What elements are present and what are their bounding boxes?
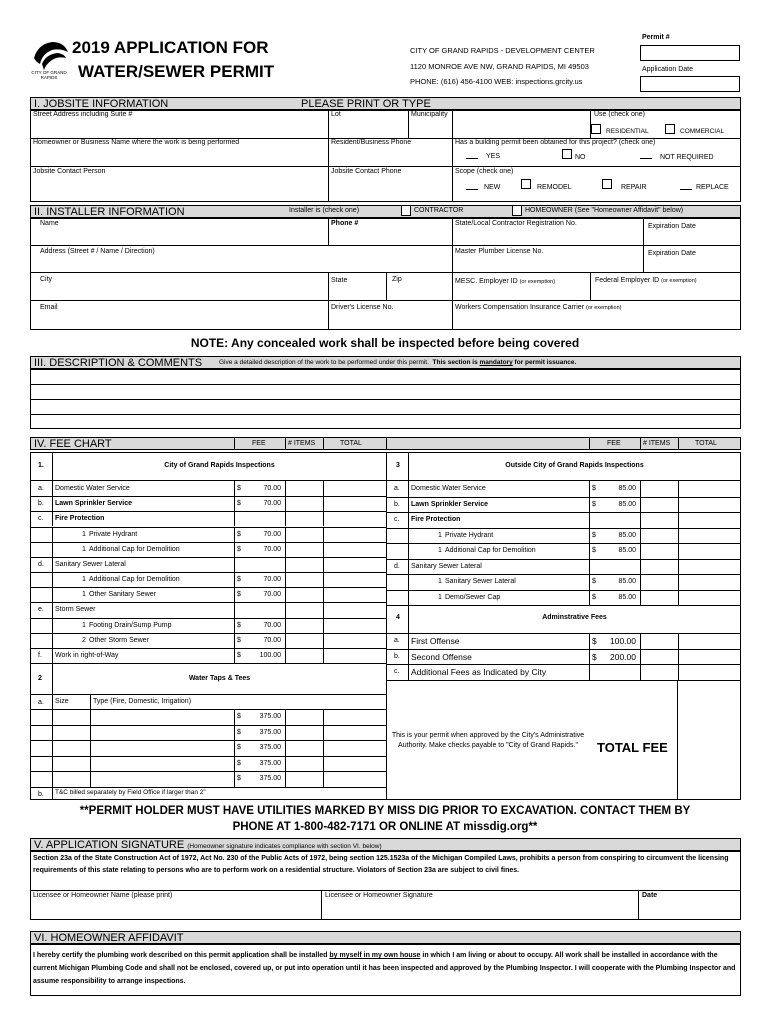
section1-number: 1. (38, 462, 44, 469)
outside-fee-row-key: b. (394, 500, 400, 508)
admin-row-dollar: $ (592, 636, 597, 646)
city-fee-row-label: Domestic Water Service (55, 485, 130, 492)
water-taps-heading: Water Taps & Tees (188, 675, 251, 682)
admin-row-label: Second Offense (411, 651, 472, 662)
mandatory-note: This section is mandatory for permit issuance. (432, 359, 577, 366)
outside-fee-row-items-input[interactable] (641, 591, 677, 605)
city-fee-row-total-input[interactable] (324, 649, 386, 662)
section4-number: 4 (396, 614, 400, 621)
mesc-employer-label (455, 278, 555, 286)
zip-input[interactable] (387, 285, 451, 299)
city-development-center: CITY OF GRAND RAPIDS - DEVELOPMENT CENTER (410, 46, 595, 55)
homeowner-business-label: Homeowner or Business Name where the work is being performed (33, 139, 240, 146)
description-instructions-text: Give a detailed description of the work to be performed under this permit. (219, 359, 429, 366)
jobsite-contact-label: Jobsite Contact Person (33, 168, 106, 175)
outside-fee-row-total-input[interactable] (679, 575, 740, 589)
admin-row-items-input[interactable] (641, 650, 677, 663)
installer-name-input[interactable] (31, 229, 327, 244)
state-input[interactable] (329, 286, 385, 299)
tap-total-input[interactable] (324, 741, 386, 754)
outside-fee-row-count: 1 (438, 593, 442, 601)
city-fee-row-items-input[interactable] (286, 497, 322, 510)
admin-row-key: b. (394, 652, 400, 660)
city-fee-row-label: Storm Sewer (55, 606, 96, 614)
tap-total-input[interactable] (324, 772, 386, 785)
city-fee-row-fee: 70.00 (263, 545, 281, 553)
left-items-col-label: # ITEMS (288, 440, 316, 447)
signature-section-title: V. APPLICATION SIGNATURE (34, 839, 185, 851)
city-logo (30, 38, 70, 90)
tap-row-fee: 375.00 (259, 744, 281, 752)
tap-a-key: a. (38, 699, 44, 706)
federal-employer-input[interactable] (591, 286, 740, 299)
city-fee-row-items-input[interactable] (286, 482, 322, 495)
tap-row-fee: 375.00 (259, 759, 281, 767)
jobsite-contact-input[interactable] (31, 177, 327, 201)
tap-row-fee: 375.00 (259, 775, 281, 783)
tap-items-input[interactable] (286, 772, 322, 785)
outside-fee-row-label: Domestic Water Service (411, 485, 486, 492)
tap-row-dollar: $ (237, 713, 241, 720)
replace-label: REPLACE (696, 184, 729, 191)
tap-type-input[interactable] (91, 741, 233, 754)
not-required-label: NOT REQUIRED (660, 154, 714, 161)
workers-exemption-text: (or exemption) (586, 305, 622, 311)
repair-checkbox[interactable] (602, 179, 612, 189)
city-fee-row-label: Other Sanitary Sewer (89, 591, 156, 599)
city-fee-row-items-input[interactable] (286, 512, 322, 525)
logo-icon (30, 38, 70, 90)
fee-chart-title: IV. FEE CHART (34, 438, 112, 450)
admin-row-items-input[interactable] (641, 665, 677, 678)
form-title-line2: WATER/SEWER PERMIT (78, 62, 275, 81)
tap-row-dollar: $ (237, 759, 241, 767)
tap-row-dollar: $ (237, 744, 241, 752)
city-fee-row-items-input[interactable] (286, 603, 322, 616)
outside-fee-row-count: 1 (438, 547, 442, 554)
total-fee-field[interactable] (677, 680, 741, 800)
jobsite-contact-phone-input[interactable] (329, 177, 451, 201)
city-fee-row-dollar: $ (237, 651, 241, 659)
residential-label: RESIDENTIAL (606, 128, 649, 135)
description-input-line-1[interactable] (31, 370, 740, 383)
tap-b-key: b. (38, 791, 44, 798)
application-date-label: Application Date (642, 66, 693, 73)
homeowner-business-input[interactable] (31, 148, 327, 165)
city-fee-row-items-input[interactable] (286, 573, 322, 586)
outside-fee-row-label: Sanitary Sewer Lateral (445, 578, 516, 585)
city-fee-row-label: Additional Cap for Demolition (89, 545, 180, 553)
city-fee-row-fee: 70.00 (263, 636, 281, 644)
installer-is-label: Installer is (check one) (289, 207, 360, 214)
street-address-input[interactable] (31, 120, 327, 137)
city-fee-row-count: 1 (82, 530, 86, 538)
master-plumber-label: Master Plumber License No. (455, 248, 544, 255)
affidavit-section-header (30, 931, 741, 944)
description-section-title: III. DESCRIPTION & COMMENTS (34, 357, 203, 369)
city-fee-row-dollar: $ (237, 530, 241, 538)
outside-fee-row-dollar: $ (592, 500, 596, 508)
mesc-exemption-text: (or exemption) (519, 279, 556, 285)
licensee-name-input[interactable] (31, 901, 320, 919)
city-fee-row-key: e. (38, 606, 44, 614)
installer-section-title: II. INSTALLER INFORMATION (34, 206, 185, 218)
city-fee-row-total-input[interactable] (324, 482, 386, 495)
residential-checkbox[interactable] (591, 124, 601, 134)
state-label: State (331, 277, 348, 284)
federal-employer-text: Federal Employer ID (595, 277, 660, 284)
licensee-name-label: Licensee or Homeowner Name (please print) (33, 892, 173, 899)
tap-size-input[interactable] (53, 757, 89, 770)
section3-number: 3 (396, 462, 400, 469)
signature-date-label: Date (642, 892, 658, 899)
concealed-work-note: NOTE: Any concealed work shall be inspected before being covered (190, 336, 580, 350)
city-fee-row-label: Fire Protection (55, 515, 105, 523)
outside-fee-row-count: 1 (438, 531, 442, 539)
workers-comp-text: Workers Compensation Insurance Carrier (455, 304, 585, 311)
outside-fee-row-total-input[interactable] (679, 544, 740, 558)
admin-row-fee: 100.00 (610, 636, 636, 646)
city-fee-row-total-input[interactable] (324, 558, 386, 571)
zip-label: Zip (392, 276, 402, 283)
city-fee-row-items-input[interactable] (286, 543, 322, 556)
tap-size-input[interactable] (53, 772, 89, 785)
description-instructions (219, 358, 576, 368)
tap-row-dollar: $ (237, 728, 241, 736)
form-title-line1: 2019 APPLICATION FOR (72, 38, 269, 57)
tap-type-label: Type (Fire, Domestic, Irrigation) (93, 698, 192, 705)
outside-fee-row-key: c. (394, 516, 400, 523)
contractor-checkbox[interactable] (401, 205, 411, 216)
admin-row-total-input[interactable] (679, 650, 740, 663)
city-fee-row-items-input[interactable] (286, 588, 322, 601)
installer-address-input[interactable] (31, 257, 451, 271)
permit-number-label: Permit # (642, 34, 670, 41)
tap-items-input[interactable] (286, 726, 322, 739)
registration-expiration-input[interactable] (644, 232, 740, 244)
jobsite-contact-phone-label: Jobsite Contact Phone (331, 168, 402, 175)
city-fee-row-dollar: $ (237, 621, 241, 629)
admin-row-total-input[interactable] (679, 634, 740, 647)
city-phone-web: PHONE: (616) 456-4100 WEB: inspections.grcity.us (410, 77, 583, 86)
yes-label: YES (486, 153, 501, 160)
admin-row-key: c. (394, 668, 400, 676)
outside-inspections-heading: Outside City of Grand Rapids Inspections (505, 462, 644, 469)
tap-type-input[interactable] (91, 726, 233, 739)
city-fee-row-key: b. (38, 500, 44, 508)
drivers-license-label: Driver's License No. (331, 304, 394, 311)
street-address-label: Street Address including Suite # (33, 111, 133, 118)
outside-fee-row-items-input[interactable] (641, 482, 677, 496)
outside-fee-row-total-input[interactable] (679, 529, 740, 543)
city-fee-row-label: Work in right-of-Way (55, 651, 119, 659)
description-input-line-3[interactable] (31, 400, 740, 413)
outside-fee-row-fee: 85.00 (618, 547, 636, 554)
section23a-text: Section 23a of the State Construction Act of 1972, Act No. 230 of the Public Acts of 1972, being section 125.1523a of the Michigan Compiled Laws, prohibits a person from conspiring to circumvent the licensing requirements of this state relating to persons who are to perform work on a residential structure. Violators of Section 23a are subject to civil fines. (33, 855, 729, 874)
signature-date-input[interactable] (639, 901, 740, 919)
scope-label: Scope (check one) (455, 168, 514, 175)
outside-fee-row-label: Additional Cap for Demolition (445, 547, 536, 554)
admin-row-total-input[interactable] (679, 665, 740, 678)
city-fee-row-items-input[interactable] (286, 619, 322, 632)
tap-type-input[interactable] (91, 710, 233, 723)
print-note: PLEASE PRINT OR TYPE (301, 98, 431, 110)
outside-fee-row-label: Fire Protection (411, 516, 461, 523)
outside-fee-row-items-input[interactable] (641, 544, 677, 558)
city-fee-row-fee: 70.00 (263, 576, 281, 584)
outside-fee-row-fee: 85.00 (618, 531, 636, 539)
master-plumber-input[interactable] (453, 257, 642, 271)
city-fee-row-count: 2 (82, 636, 86, 644)
outside-fee-row-total-input[interactable] (679, 482, 740, 496)
outside-fee-row-total-input[interactable] (679, 513, 740, 527)
no-checkbox[interactable] (562, 149, 572, 159)
right-fee-col-label: FEE (607, 440, 621, 447)
admin-fees-heading: Adminstrative Fees (542, 614, 607, 621)
outside-fee-row-label: Private Hydrant (445, 531, 494, 539)
admin-row-label: Additional Fees as Indicated by City (411, 667, 547, 678)
commercial-checkbox[interactable] (665, 124, 675, 134)
tap-items-input[interactable] (286, 757, 322, 770)
city-fee-row-total-input[interactable] (324, 588, 386, 601)
outside-fee-row-fee: 85.00 (618, 485, 636, 492)
city-address: 1120 MONROE AVE NW, GRAND RAPIDS, MI 49503 (410, 62, 589, 71)
tap-type-input[interactable] (91, 772, 233, 785)
remodel-checkbox[interactable] (521, 179, 531, 189)
tap-row-fee: 375.00 (259, 713, 281, 720)
city-fee-row-total-input[interactable] (324, 634, 386, 647)
tap-size-input[interactable] (53, 741, 89, 754)
city-fee-row-dollar: $ (237, 576, 241, 584)
city-fee-row-total-input[interactable] (324, 603, 386, 616)
outside-fee-row-count: 1 (438, 578, 442, 585)
city-fee-row-key: f. (38, 651, 42, 659)
outside-fee-row-label: Lawn Sprinkler Service (411, 500, 489, 508)
city-fee-row-key: d. (38, 560, 44, 568)
outside-fee-row-items-input[interactable] (641, 498, 677, 512)
city-fee-row-items-input[interactable] (286, 558, 322, 571)
tap-total-input[interactable] (324, 757, 386, 770)
resident-phone-input[interactable] (329, 148, 451, 165)
licensee-signature-input[interactable] (322, 901, 637, 919)
city-fee-row-dollar: $ (237, 591, 241, 599)
outside-fee-row-dollar: $ (592, 547, 596, 554)
admin-row-key: a. (394, 637, 400, 644)
workers-comp-label (455, 304, 621, 312)
lot-input[interactable] (329, 120, 407, 137)
jobsite-section-header (30, 97, 741, 110)
city-fee-row-label: Other Storm Sewer (89, 636, 149, 644)
installer-phone-input[interactable] (329, 229, 451, 244)
admin-row-label: First Offense (411, 636, 460, 646)
outside-fee-row-fee: 85.00 (618, 593, 636, 601)
city-fee-row-fee: 70.00 (263, 485, 281, 492)
remodel-label: REMODEL (537, 184, 572, 191)
left-fee-col-label: FEE (252, 440, 266, 447)
state-registration-input[interactable] (453, 229, 642, 244)
city-fee-row-key: a. (38, 485, 44, 492)
city-fee-row-count: 1 (82, 576, 86, 584)
outside-fee-row-fee: 85.00 (618, 500, 636, 508)
tap-total-input[interactable] (324, 726, 386, 739)
lot-label: Lot (331, 111, 341, 118)
outside-fee-row-label: Demo/Sewer Cap (445, 593, 501, 601)
city-fee-row-total-input[interactable] (324, 543, 386, 556)
municipality-input[interactable] (409, 120, 589, 137)
outside-fee-row-items-input[interactable] (641, 513, 677, 527)
outside-fee-row-total-input[interactable] (679, 591, 740, 605)
missdig-line1: **PERMIT HOLDER MUST HAVE UTILITIES MARKED BY MISS DIG PRIOR TO EXCAVATION. CONTACT THEM BY (79, 805, 691, 817)
repair-label: REPAIR (621, 184, 647, 191)
city-fee-row-total-input[interactable] (324, 573, 386, 586)
tap-total-input[interactable] (324, 710, 386, 723)
city-label: City (40, 276, 53, 283)
city-fee-row-fee: 70.00 (263, 500, 281, 508)
new-label: NEW (484, 184, 501, 191)
mesc-employer-text: MESC. Employer ID (455, 278, 518, 285)
no-label: NO (575, 154, 586, 161)
outside-fee-row-items-input[interactable] (641, 529, 677, 543)
not-required-blank[interactable] (640, 158, 652, 159)
application-date-field[interactable] (640, 76, 740, 92)
signature-section-subtitle: (Homeowner signature indicates compliance with section VI. below) (187, 843, 382, 850)
tap-items-input[interactable] (286, 741, 322, 754)
left-total-col-label: TOTAL (340, 440, 362, 447)
city-fee-row-label: Footing Drain/Sump Pump (89, 621, 172, 629)
drivers-license-input[interactable] (329, 313, 451, 329)
tap-items-input[interactable] (286, 710, 322, 723)
city-fee-row-fee: 70.00 (263, 530, 281, 538)
city-fee-row-label: Private Hydrant (89, 530, 138, 538)
email-label: Email (40, 304, 58, 311)
building-permit-question: Has a building permit been obtained for this project? (check one) (455, 139, 656, 146)
tap-row-dollar: $ (237, 775, 241, 783)
description-section-header (30, 356, 741, 369)
city-inspections-heading: City of Grand Rapids Inspections (164, 462, 275, 469)
tap-row-fee: 375.00 (259, 728, 281, 736)
city-fee-row-count: 1 (82, 621, 86, 629)
city-fee-row-label: Additional Cap for Demolition (89, 576, 180, 584)
outside-fee-row-total-input[interactable] (679, 560, 740, 574)
tap-type-input[interactable] (91, 757, 233, 770)
description-input-line-2[interactable] (31, 385, 740, 398)
city-fee-row-fee: 70.00 (263, 621, 281, 629)
registration-expiration-label: Expiration Date (648, 223, 696, 230)
city-fee-row-count: 1 (82, 545, 86, 553)
state-registration-label: State/Local Contractor Registration No. (455, 220, 577, 227)
contractor-label: CONTRACTOR (414, 207, 464, 214)
tap-size-input[interactable] (53, 726, 89, 739)
total-fee-label: TOTAL FEE (597, 740, 668, 755)
city-fee-row-items-input[interactable] (286, 634, 322, 647)
outside-fee-row-label: Sanitary Sewer Lateral (411, 562, 482, 570)
federal-exemption-text: (or exemption) (661, 278, 697, 284)
outside-fee-row-dollar: $ (592, 578, 596, 585)
outside-fee-row-items-input[interactable] (641, 560, 677, 574)
signature-section-header (30, 838, 741, 851)
replace-blank[interactable] (680, 189, 692, 190)
mesc-employer-input[interactable] (453, 287, 589, 299)
outside-fee-row-fee: 85.00 (618, 578, 636, 585)
affidavit-text: I hereby certify the plumbing work described on this permit application shall be installed by myself in my own house in which I am living or about to occupy. All work shall be installed in accordance with the current Michigan Plumbing Code and shall not be enclosed, covered up, or put into operation until it has been inspected and approved by the Plumbing Inspector. I will cooperate with the Plumbing Inspector and assume responsibility to arrange inspections. (33, 952, 736, 985)
city-fee-row-total-input[interactable] (324, 528, 386, 541)
use-label: Use (check one) (594, 111, 645, 118)
city-fee-row-fee: 70.00 (263, 591, 281, 599)
installer-phone-label: Phone # (331, 220, 359, 227)
city-fee-row-items-input[interactable] (286, 528, 322, 541)
logo-text: CITY OF GRAND RAPIDS (31, 70, 67, 80)
outside-fee-row-dollar: $ (592, 531, 596, 539)
outside-fee-row-items-input[interactable] (641, 575, 677, 589)
city-fee-row-count: 1 (82, 591, 86, 599)
outside-fee-row-key: d. (394, 562, 400, 570)
tc-note: T&C billed separately by Field Office if larger than 2" (55, 789, 206, 796)
city-fee-row-total-input[interactable] (324, 512, 386, 525)
tap-size-label: Size (55, 698, 69, 705)
right-items-col-label: # ITEMS (643, 440, 671, 447)
city-fee-row-items-input[interactable] (286, 649, 322, 662)
license-expiration-input[interactable] (644, 259, 740, 271)
outside-fee-row-dollar: $ (592, 485, 596, 492)
admin-row-items-input[interactable] (641, 634, 677, 647)
outside-fee-row-total-input[interactable] (679, 498, 740, 512)
tap-size-input[interactable] (53, 710, 89, 723)
permit-number-field[interactable] (640, 45, 740, 61)
city-input[interactable] (31, 285, 327, 299)
admin-row-fee: 200.00 (610, 651, 636, 662)
email-input[interactable] (31, 313, 327, 329)
new-blank[interactable] (466, 189, 478, 190)
licensee-signature-label: Licensee or Homeowner Signature (325, 892, 433, 899)
installer-address-label: Address (Street # / Name / Direction) (40, 248, 155, 255)
right-total-col-label: TOTAL (695, 440, 717, 447)
installer-name-label: Name (40, 220, 59, 227)
license-expiration-label: Expiration Date (648, 250, 696, 257)
homeowner-option-label: HOMEOWNER (See "Homeowner Affidavit" below) (525, 207, 684, 214)
federal-employer-label (595, 277, 697, 285)
city-fee-row-label: Lawn Sprinkler Service (55, 500, 133, 508)
missdig-line2: PHONE AT 1-800-482-7171 OR ONLINE AT missdig.org** (232, 821, 538, 833)
homeowner-checkbox[interactable] (512, 205, 522, 216)
outside-fee-row-key: a. (394, 485, 400, 492)
city-fee-row-key: c. (38, 515, 44, 523)
commercial-label: COMMERCIAL (680, 128, 725, 135)
municipality-label: Municipality (411, 111, 448, 118)
city-fee-row-dollar: $ (237, 485, 241, 492)
city-fee-row-total-input[interactable] (324, 497, 386, 510)
city-fee-row-fee: 100.00 (259, 651, 281, 659)
description-input-line-4[interactable] (31, 415, 740, 428)
workers-comp-input[interactable] (453, 313, 740, 329)
city-fee-row-dollar: $ (237, 545, 241, 553)
permit-approval-note: This is your permit when approved by the City's Administrative Authority. Make checks payable to "City of Grand Rapids." (391, 732, 585, 749)
city-fee-row-dollar: $ (237, 500, 241, 508)
outside-fee-row-dollar: $ (592, 593, 596, 601)
city-fee-row-dollar: $ (237, 636, 241, 644)
jobsite-section-title: I. JOBSITE INFORMATION (34, 98, 169, 110)
resident-phone-label: Resident/Business Phone (331, 139, 412, 146)
affidavit-section-title: VI. HOMEOWNER AFFIDAVIT (34, 932, 184, 944)
yes-blank[interactable] (466, 158, 478, 159)
city-fee-row-total-input[interactable] (324, 619, 386, 632)
admin-row-dollar: $ (592, 651, 597, 662)
city-fee-row-label: Sanitary Sewer Lateral (55, 560, 126, 568)
section2-number: 2 (38, 675, 42, 682)
